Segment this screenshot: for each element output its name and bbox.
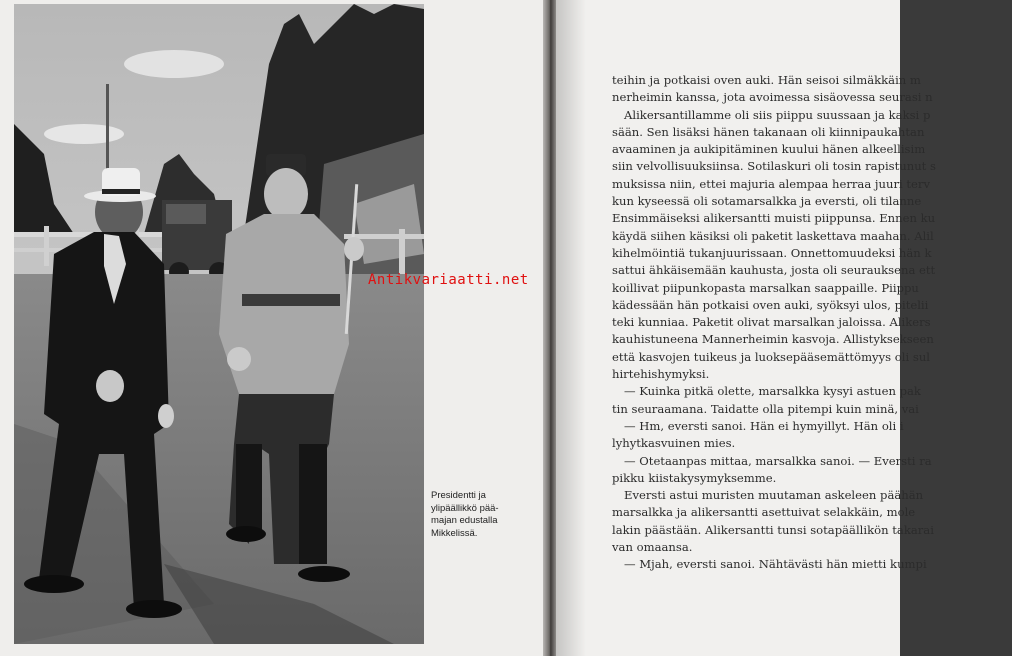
text-line: että kasvojen tuikeus ja luoksepääsemättömyys oli sul (612, 349, 931, 364)
text-line: koillivat piipunkopasta marsalkan saappaille. Piippu (612, 280, 919, 295)
text-line: kädessään hän potkaisi oven auki, syöksyi ulos, pitelii (612, 297, 929, 312)
text-line: teki kunniaa. Paketit olivat marsalkan jaloissa. Alikers (612, 315, 931, 330)
text-line: nerheimin kanssa, jota avoimessa sisäovessa seurasi n (612, 90, 933, 105)
photo-caption (431, 490, 536, 540)
body-text (612, 72, 1012, 574)
text-line: kun kyseessä oli sotamarsalkka ja eversti, oli tilanne (612, 194, 922, 209)
text-line: — Mjah, eversti sanoi. Nähtävästi hän mietti kumpi (624, 557, 927, 572)
text-line: Eversti astui muristen muutaman askeleen päähän (624, 488, 924, 503)
text-line: lyhytkasvuinen mies. (612, 436, 736, 451)
text-line: teihin ja potkaisi oven auki. Hän seisoi silmäkkäin m (612, 73, 921, 87)
text-line: käydä siihen käsiksi oli paketit laskettava maahan. Alil (612, 228, 934, 243)
text-line: marsalkka ja alikersantti asettuivat selakkäin, mole (612, 505, 916, 520)
photograph (14, 4, 424, 644)
text-line: hirtehishymyksi. (612, 367, 710, 382)
text-line: avaaminen ja aukipitäminen kuului hänen alkeellisim (612, 142, 926, 157)
text-line: — Otetaanpas mittaa, marsalkka sanoi. — Eversti ra (624, 453, 932, 468)
caption-line: Presidentti ja (431, 490, 486, 501)
text-line: Alikersantillamme oli siis piippu suussaan ja kaksi p (624, 107, 931, 122)
text-line: — Hm, eversti sanoi. Hän ei hymyillyt. Hän oli i (624, 418, 904, 433)
text-line: tin seuraamana. Taidatte olla pitempi kuin minä, vai (612, 401, 919, 416)
text-line: siin velvollisuuksiinsa. Sotilaskuri oli tosin rapistunut s (612, 159, 936, 174)
caption-line: Mikkelissä. (431, 527, 478, 539)
watermark-text: Antikvariaatti.net (368, 272, 529, 288)
text-line: van omaansa. (612, 540, 693, 555)
caption-line: ylipäällikkö pää- (431, 502, 499, 514)
text-line: muksissa niin, ettei majuria alempaa herraa juuri terv (612, 176, 931, 191)
page-shadow (556, 0, 586, 656)
text-line: Ensimmäiseksi alikersantti muisti piippunsa. Ennen ku (612, 211, 936, 226)
text-line: lakin päästään. Alikersantti tunsi sotapäällikön takarai (612, 522, 934, 537)
photo-two-men-walking-icon (14, 4, 424, 644)
text-line: pikku kiistakysymyksemme. (612, 470, 777, 485)
book-gutter (543, 0, 557, 656)
text-line: sattui ähkäisemään kauhusta, josta oli seurauksena ett (612, 263, 936, 278)
text-line: kauhistuneena Mannerheimin kasvoja. Allistyksekseen (612, 332, 934, 347)
text-line: kihelmöintiä tukanjuurissaan. Onnettomuudeksi hän k (612, 245, 932, 260)
text-line: sään. Sen lisäksi hänen takanaan oli kiinnipaukahtan (612, 124, 925, 139)
right-page (556, 0, 936, 656)
text-line: — Kuinka pitkä olette, marsalkka kysyi astuen pak (624, 384, 921, 399)
caption-line: majan edustalla (431, 515, 498, 527)
